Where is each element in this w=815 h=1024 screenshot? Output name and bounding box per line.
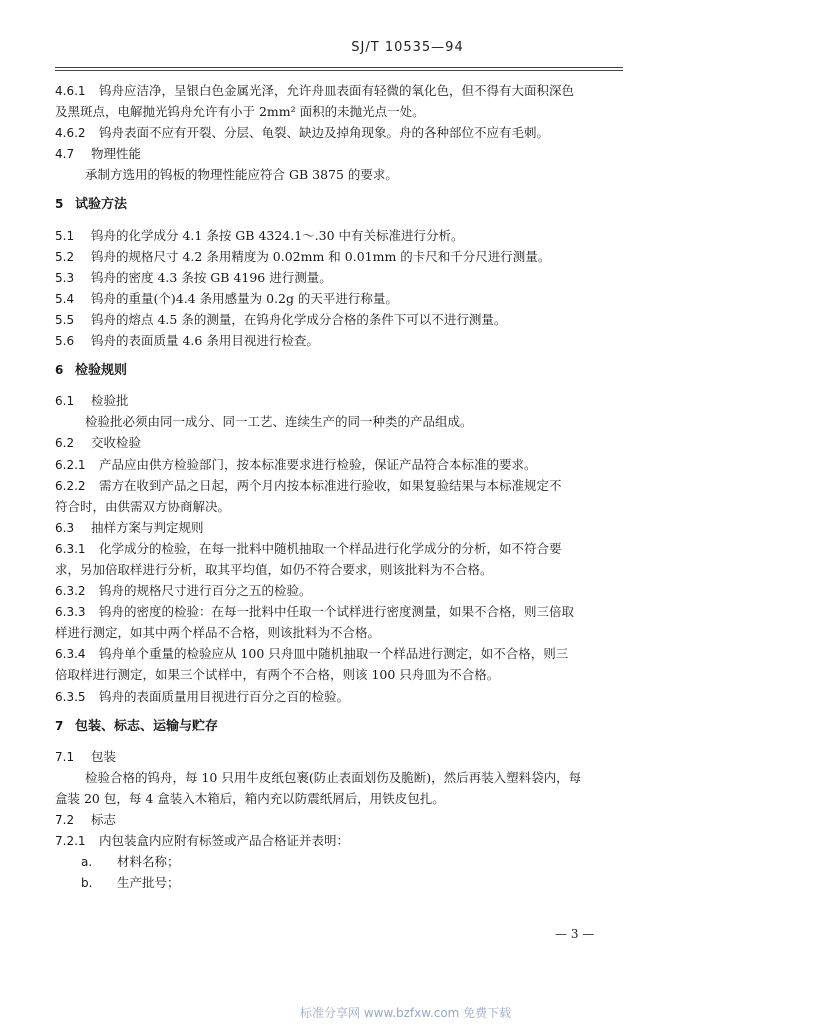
section-number: 5 — [55, 197, 64, 212]
header-rule — [55, 67, 623, 68]
list-item — [55, 851, 625, 872]
clause-number: 5.6 — [55, 334, 75, 349]
paragraph-text: 内包装盒内应附有标签或产品合格证并表明： — [99, 833, 350, 849]
section-heading — [55, 194, 625, 215]
paragraph — [55, 80, 625, 101]
clause-number: 6.2.1 — [55, 457, 86, 472]
paragraph — [55, 267, 625, 288]
clause-number: 5.4 — [55, 291, 75, 306]
paragraph-text: 化学成分的检验，在每一批料中随机抽取一个样品进行化学成分的分析，如不符合要 — [99, 540, 562, 556]
paragraph — [55, 309, 625, 330]
clause-heading — [55, 746, 625, 767]
clause-title: 包装 — [91, 748, 117, 764]
clause-number: 6.2.2 — [55, 478, 86, 493]
paragraph-continuation: 样进行测定，如其中两个样品不合格，则该批料为不合格。 — [55, 625, 381, 641]
paragraph — [55, 601, 625, 622]
watermark: 标准分享网 www.bzfxw.com 免费下载 — [300, 1006, 512, 1020]
clause-number: 4.6.1 — [55, 84, 86, 98]
clause-heading — [55, 432, 625, 453]
list-item-text: 生产批号； — [117, 875, 180, 891]
paragraph-text: 产品应由供方检验部门，按本标准要求进行检验，保证产品符合本标准的要求。 — [99, 456, 537, 472]
paragraph — [55, 246, 625, 267]
page-number: — 3 — — [555, 927, 595, 941]
paragraph — [55, 122, 625, 143]
paragraph-text: 钨舟的规格尺寸进行百分之五的检验。 — [99, 583, 312, 599]
clause-title: 标志 — [91, 812, 117, 827]
clause-heading — [55, 517, 625, 538]
clause-number: 5.5 — [55, 312, 75, 327]
clause-number: 6.3.1 — [55, 541, 86, 556]
paragraph-text: 钨舟的规格尺寸 4.2 条用精度为 0.02mm 和 0.01mm 的卡尺和千分尺进行测量。 — [91, 248, 551, 264]
paragraph-text: 钨舟的密度的检验：在每一批料中任取一个试样进行密度测量，如果不合格，则三倍取 — [99, 604, 575, 620]
clause-number: 7.1 — [55, 749, 75, 764]
paragraph-text: 检验批必须由同一成分、同一工艺、连续生产的同一种类的产品组成。 — [85, 414, 473, 430]
paragraph — [55, 580, 625, 601]
header-rule-double — [55, 70, 623, 71]
document-header: SJ/T 10535—94 — [351, 40, 464, 55]
paragraph-text: 需方在收到产品之日起，两个月内按本标准进行验收，如果复验结果与本标准规定不 — [99, 477, 562, 493]
clause-title: 检验批 — [91, 393, 129, 409]
paragraph-text: 承制方选用的钨板的物理性能应符合 GB 3875 的要求。 — [85, 167, 398, 183]
paragraph-text: 钨舟的熔点 4.5 条的测量，在钨舟化学成分合格的条件下可以不进行测量。 — [91, 311, 507, 327]
section-number: 7 — [55, 718, 64, 733]
section-heading — [55, 360, 625, 381]
list-item — [55, 872, 625, 893]
paragraph — [55, 686, 625, 707]
clause-heading — [55, 390, 625, 411]
paragraph-text: 钨舟表面不应有开裂、分层、龟裂、缺边及掉角现象。舟的各种部位不应有毛刺。 — [99, 125, 550, 141]
paragraph — [55, 538, 625, 559]
clause-number: 6.2 — [55, 436, 75, 451]
paragraph-text: 检验合格的钨舟，每 10 只用牛皮纸包裹(防止表面划伤及脆断)，然后再装入塑料袋内，每 — [85, 769, 582, 785]
paragraph — [55, 330, 625, 351]
paragraph-text: 钨舟的表面质量 4.6 条用目视进行检查。 — [91, 333, 319, 349]
paragraph-text: 钨舟的重量(个)4.4 条用感量为 0.2g 的天平进行称量。 — [91, 290, 398, 306]
section-title: 包装、标志、运输与贮存 — [75, 718, 219, 734]
list-item-label: b. — [81, 876, 93, 891]
clause-number: 6.3.5 — [55, 689, 86, 704]
section-title: 试验方法 — [75, 197, 128, 213]
paragraph — [55, 225, 625, 246]
clause-number: 4.7 — [55, 147, 75, 162]
paragraph-text: 钨舟的化学成分 4.1 条按 GB 4324.1～.30 中有关标准进行分析。 — [91, 227, 464, 243]
paragraph — [55, 643, 625, 664]
paragraph-text: 钨舟应洁净，呈银白色金属光泽，允许舟皿表面有轻微的氧化色，但不得有大面积深色 — [99, 83, 575, 98]
clause-number: 7.2 — [55, 813, 75, 827]
list-item-label: a. — [81, 855, 93, 870]
document-body — [55, 80, 625, 893]
clause-number: 6.3.4 — [55, 647, 86, 662]
clause-number: 5.1 — [55, 228, 75, 243]
paragraph-continuation: 符合时，由供需双方协商解决。 — [55, 498, 231, 514]
clause-number: 6.3.2 — [55, 584, 86, 599]
clause-heading — [55, 809, 625, 830]
paragraph-text: 钨舟的密度 4.3 条按 GB 4196 进行测量。 — [91, 269, 332, 285]
clause-number: 4.6.2 — [55, 126, 86, 141]
clause-number: 6.3 — [55, 520, 75, 535]
paragraph-continuation: 求，另加倍取样进行分析，取其平均值，如仍不符合要求，则该批料为不合格。 — [55, 561, 493, 577]
paragraph — [55, 830, 625, 851]
clause-number: 5.3 — [55, 270, 75, 285]
section-heading — [55, 716, 625, 737]
clause-title: 物理性能 — [91, 146, 142, 162]
list-item-text: 材料名称； — [117, 854, 180, 870]
paragraph-continuation: 及黑斑点，电解抛光钨舟允许有小于 2mm² 面积的未抛光点一处。 — [55, 104, 425, 120]
paragraph — [55, 454, 625, 475]
paragraph-text: 钨舟的表面质量用目视进行百分之百的检验。 — [99, 688, 350, 704]
section-title: 检验规则 — [75, 363, 128, 379]
clause-number: 5.2 — [55, 249, 75, 264]
section-number: 6 — [55, 363, 64, 378]
paragraph — [55, 288, 625, 309]
clause-title: 抽样方案与判定规则 — [91, 519, 204, 535]
clause-number: 7.2.1 — [55, 834, 86, 849]
paragraph-text: 钨舟单个重量的检验应从 100 只舟皿中随机抽取一个样品进行测定，如不合格，则三 — [99, 646, 569, 662]
clause-heading — [55, 143, 625, 164]
paragraph-continuation: 盒装 20 包，每 4 盒装入木箱后，箱内充以防震纸屑后，用铁皮包扎。 — [55, 790, 445, 806]
paragraph-continuation: 倍取样进行测定，如果三个试样中，有两个不合格，则该 100 只舟皿为不合格。 — [55, 667, 500, 683]
paragraph — [55, 475, 625, 496]
clause-title: 交收检验 — [91, 435, 142, 451]
clause-number: 6.1 — [55, 394, 75, 409]
clause-number: 6.3.3 — [55, 605, 86, 620]
